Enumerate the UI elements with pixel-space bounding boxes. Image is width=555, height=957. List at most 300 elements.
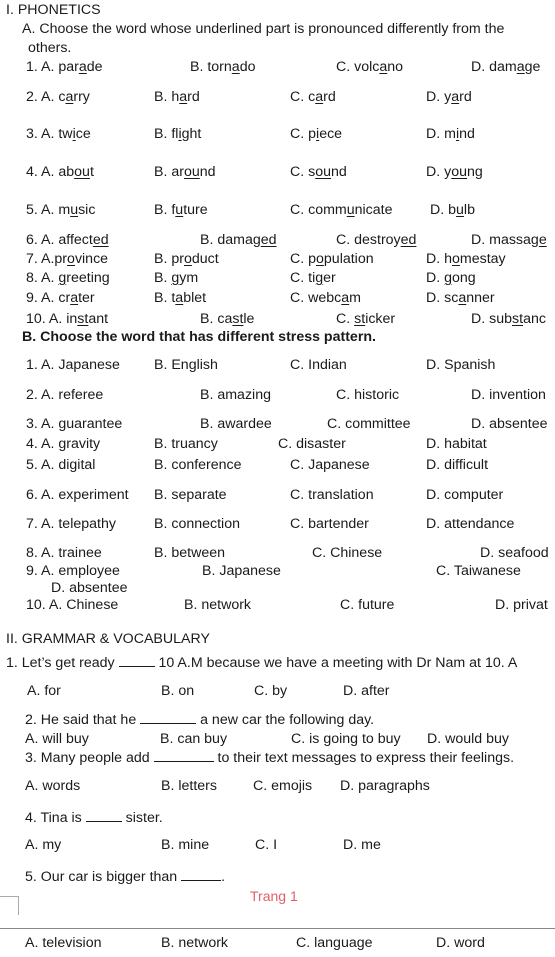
part-a-q10-option-d[interactable]	[471, 311, 546, 327]
part-b-q8-option-b[interactable]	[154, 545, 225, 561]
part-b-q1-option-d[interactable]	[426, 357, 495, 373]
option-text-pre: C. webc	[290, 290, 342, 306]
underlined-part: g	[315, 270, 324, 286]
underlined-part: ou	[74, 164, 90, 180]
option-text-post: ong	[452, 270, 476, 286]
underlined-part: u	[456, 202, 464, 218]
q5-option-d[interactable]: D. word	[436, 935, 485, 951]
option-text: D. attendance	[426, 516, 515, 532]
part-a-q2-option-c[interactable]	[290, 89, 336, 105]
option-text-post: ant	[88, 311, 109, 327]
option-text-post: er	[323, 270, 336, 286]
part-a-q9-option-b[interactable]	[154, 290, 206, 306]
part-a-q3-option-d[interactable]	[426, 126, 475, 142]
q2-option-c[interactable]: C. is going to buy	[291, 731, 401, 747]
part-b-q1-option-b[interactable]	[154, 357, 218, 373]
part-b-q3-option-b[interactable]	[200, 416, 272, 432]
part-b-q1-option-a[interactable]	[26, 357, 120, 373]
option-text-pre: C. comm	[290, 202, 347, 218]
part-b-q2-option-c[interactable]	[336, 387, 399, 403]
option-text-post: ng	[467, 164, 483, 180]
question-number: 7.	[26, 251, 38, 267]
part-a-q8-option-c[interactable]	[290, 270, 336, 286]
underlined-part: a	[231, 59, 240, 75]
part-b-q8-option-d[interactable]	[480, 545, 549, 561]
option-text: A. experiment	[41, 487, 129, 503]
question-2-suffix: a new car the following day.	[196, 712, 375, 728]
question-1-prefix: 1. Let’s get ready	[6, 655, 119, 671]
question-3-suffix: to their text messages to express their feelings.	[213, 750, 515, 766]
page-separator	[0, 928, 555, 929]
q1-option-b[interactable]: B. on	[161, 683, 195, 699]
option-text-post: reeting	[66, 270, 110, 286]
question-number: 2.	[26, 387, 38, 403]
part-b-q5-option-c[interactable]	[290, 457, 370, 473]
option-text-pre: B. f	[154, 202, 176, 218]
section-title-grammar: II. GRAMMAR & VOCABULARY	[6, 631, 210, 647]
option-text: D. Spanish	[426, 357, 496, 373]
option-text-post: ter	[78, 290, 95, 306]
option-text: B. separate	[154, 487, 227, 503]
part-a-q5-option-b[interactable]	[154, 202, 208, 218]
option-text-post: nicate	[354, 202, 393, 218]
option-text-post: sic	[78, 202, 96, 218]
underlined-part: o	[452, 251, 460, 267]
option-text: A. trainee	[41, 545, 102, 561]
part-b-q1-option-c[interactable]	[290, 357, 347, 373]
option-text: C. Chinese	[312, 545, 383, 561]
part-b-q5-option-b[interactable]	[154, 457, 242, 473]
part-a-q2-option-d[interactable]	[426, 89, 472, 105]
part-a-q1-option-a[interactable]	[26, 59, 103, 75]
question-5	[25, 868, 225, 885]
answer-blank[interactable]	[140, 711, 196, 724]
part-b-q9-option-b[interactable]	[202, 563, 281, 579]
option-text-pre: B. ar	[154, 164, 184, 180]
option-text-pre: C.	[336, 311, 355, 327]
question-number: 10.	[26, 311, 46, 327]
option-text-post: mestay	[459, 251, 506, 267]
part-a-q7-option-b[interactable]	[154, 251, 219, 267]
option-text-post: t	[89, 164, 94, 180]
q3-option-b[interactable]: B. letters	[161, 778, 217, 794]
underlined-part: o	[67, 251, 75, 267]
option-text: A. guarantee	[41, 416, 123, 432]
option-text-post: anc	[523, 311, 546, 327]
option-text-pre: A. tw	[41, 126, 73, 142]
option-text: D. absentee	[51, 580, 128, 596]
underlined-part: u	[346, 202, 355, 218]
question-number: 6.	[26, 232, 38, 248]
question-2	[25, 711, 374, 728]
option-text-pre: A. m	[41, 202, 71, 218]
underlined-part: a	[179, 89, 188, 105]
part-b-q3-option-d[interactable]	[471, 416, 548, 432]
option-text-pre: B. ca	[200, 311, 233, 327]
part-a-q3-option-a[interactable]	[26, 126, 91, 142]
option-text: C. translation	[290, 487, 374, 503]
option-text: B. awardee	[200, 416, 272, 432]
q3-option-d[interactable]: D. paragraphs	[340, 778, 430, 794]
underlined-part: a	[70, 290, 79, 306]
question-4	[25, 809, 163, 826]
part-b-q5-option-d[interactable]	[426, 457, 488, 473]
option-text-post: rry	[73, 89, 90, 105]
part-a-q1-option-d[interactable]	[471, 59, 540, 75]
underlined-part: ou	[315, 164, 332, 180]
part-b-q6-option-d[interactable]	[426, 487, 503, 503]
option-text-pre: C. volc	[336, 59, 380, 75]
option-text: C. committee	[327, 416, 411, 432]
underlined-part: o	[183, 251, 192, 267]
underlined-part: e	[538, 232, 547, 248]
option-text-pre: A. ab	[41, 164, 75, 180]
part-b-q3-option-c[interactable]	[327, 416, 411, 432]
part-b-q10-option-c[interactable]	[340, 597, 394, 613]
question-5-suffix: .	[221, 869, 226, 885]
answer-blank[interactable]	[154, 749, 214, 762]
part-a-q4-option-d[interactable]	[426, 164, 483, 180]
part-a-q10-option-b[interactable]	[200, 311, 254, 327]
option-text-pre: B.	[154, 270, 172, 286]
question-number: 4.	[26, 164, 38, 180]
underlined-part: ou	[183, 164, 200, 180]
part-b-q6-option-a[interactable]	[26, 487, 129, 503]
underlined-part: u	[175, 202, 184, 218]
underlined-part: u	[70, 202, 79, 218]
option-text: A. digital	[41, 457, 96, 473]
option-text: C. Taiwanese	[436, 563, 521, 579]
underlined-part: i	[72, 126, 76, 142]
underlined-part: st	[512, 311, 524, 327]
option-text: C. Indian	[290, 357, 347, 373]
option-text-pre: D. y	[426, 164, 452, 180]
option-text-pre: D. m	[426, 126, 456, 142]
part-b-q10-option-a[interactable]	[26, 597, 118, 613]
option-text-pre: C. c	[290, 89, 316, 105]
part-b-q7-option-a[interactable]	[26, 516, 116, 532]
q5-option-b[interactable]: B. network	[161, 935, 229, 951]
answer-blank[interactable]	[119, 654, 155, 667]
part-b-q7-option-c[interactable]	[290, 516, 369, 532]
part-b-q8-option-c[interactable]	[312, 545, 382, 561]
option-text-post: le	[243, 311, 255, 327]
option-text-post: m	[349, 290, 361, 306]
option-text-post: nner	[466, 290, 495, 306]
option-text-pre: D. y	[426, 89, 452, 105]
part-a-q2-option-b[interactable]	[154, 89, 200, 105]
option-text-post: pulation	[323, 251, 374, 267]
underlined-part: i	[455, 126, 460, 142]
part-a-instruction: A. Choose the word whose underlined part is pronounced differently from the	[22, 21, 505, 37]
option-text-post: ece	[319, 126, 343, 142]
part-a-q9-option-a[interactable]	[26, 290, 95, 306]
underlined-part: g	[58, 270, 67, 286]
page-number: Trang 1	[250, 888, 298, 904]
option-text: B. network	[184, 597, 252, 613]
part-b-q5-option-a[interactable]	[26, 457, 95, 473]
part-a-instruction-cont: others.	[28, 40, 72, 56]
q5-option-c[interactable]: C. language	[296, 935, 373, 951]
part-b-q6-option-b[interactable]	[154, 487, 227, 503]
option-text: C. disaster	[278, 436, 346, 452]
section-title-phonetics: I. PHONETICS	[6, 2, 101, 18]
underlined-part: st	[232, 311, 244, 327]
part-a-q4-option-a[interactable]	[26, 164, 94, 180]
option-text-pre: B. h	[154, 89, 180, 105]
option-text-post: ym	[179, 270, 199, 286]
option-text: C. Japanese	[290, 457, 370, 473]
option-text-post: ce	[75, 126, 91, 142]
option-text: D. seafood	[480, 545, 549, 561]
part-b-q4-option-d[interactable]	[426, 436, 487, 452]
option-text-post: vince	[74, 251, 109, 267]
part-b-q4-option-a[interactable]	[26, 436, 100, 452]
underlined-part: a	[65, 89, 74, 105]
option-text: A. gravity	[41, 436, 101, 452]
option-text: B. English	[154, 357, 218, 373]
q4-option-c[interactable]: C. I	[255, 837, 278, 853]
underlined-part: a	[458, 290, 467, 306]
q1-option-a[interactable]: A. for	[27, 683, 61, 699]
question-1-suffix: 10 A.M because we have a meeting with Dr Nam at 10. A	[154, 655, 518, 671]
underlined-part: st	[354, 311, 366, 327]
underlined-part: a	[78, 59, 87, 75]
q3-option-c[interactable]: C. emojis	[253, 778, 313, 794]
part-b-q8-option-a[interactable]	[26, 545, 102, 561]
part-a-q10-option-c[interactable]	[336, 311, 395, 327]
option-text-post: rd	[459, 89, 472, 105]
part-a-q8-option-d[interactable]	[426, 270, 476, 286]
option-text: A. Chinese	[48, 597, 119, 613]
question-4-prefix: 4. Tina is	[25, 810, 86, 826]
part-a-q10-option-a[interactable]	[26, 311, 108, 327]
part-a-q9-option-d[interactable]	[426, 290, 495, 306]
underlined-part: o	[316, 251, 324, 267]
part-a-q3-option-b[interactable]	[154, 126, 201, 142]
q2-option-b[interactable]: B. can buy	[160, 731, 228, 747]
option-text: B. conference	[154, 457, 242, 473]
option-text-post: blet	[183, 290, 207, 306]
page-corner-mark	[0, 896, 19, 915]
part-a-q3-option-c[interactable]	[290, 126, 342, 142]
question-number: 5.	[26, 202, 38, 218]
part-b-q6-option-c[interactable]	[290, 487, 374, 503]
underlined-part: i	[316, 126, 320, 142]
part-a-q8-option-a[interactable]	[26, 270, 110, 286]
option-text: B. Japanese	[202, 563, 281, 579]
option-text-post: rd	[187, 89, 200, 105]
underlined-part: a	[451, 89, 460, 105]
option-text-post: duct	[191, 251, 219, 267]
option-text-pre: B. fl	[154, 126, 179, 142]
q5-option-a[interactable]: A. television	[25, 935, 102, 951]
q1-option-c[interactable]: C. by	[254, 683, 288, 699]
question-number: 3.	[26, 126, 38, 142]
underlined-part: a	[379, 59, 388, 75]
option-text: D. invention	[471, 387, 546, 403]
option-text: B. connection	[154, 516, 240, 532]
part-b-q10-option-d[interactable]	[495, 597, 548, 613]
underlined-part: ed	[400, 232, 417, 248]
part-b-q7-option-b[interactable]	[154, 516, 240, 532]
option-text-pre: C. ti	[290, 270, 316, 286]
question-number: 9.	[26, 290, 38, 306]
part-a-q6-option-d[interactable]	[471, 232, 547, 248]
option-text-post: ght	[181, 126, 202, 142]
underlined-part: ou	[451, 164, 468, 180]
underlined-part: a	[516, 59, 525, 75]
answer-blank[interactable]	[181, 868, 221, 881]
question-5-prefix: 5. Our car is bigger than	[25, 869, 182, 885]
part-b-q2-option-a[interactable]	[26, 387, 103, 403]
question-1	[6, 654, 517, 671]
question-number: 1.	[26, 357, 38, 373]
option-text-pre: A. affect	[41, 232, 93, 248]
question-number: 8.	[26, 545, 38, 561]
underlined-part: i	[178, 126, 182, 142]
question-3	[25, 749, 514, 766]
part-a-q5-option-a[interactable]	[26, 202, 95, 218]
option-text: A. telepathy	[41, 516, 116, 532]
part-b-q2-option-b[interactable]	[200, 387, 271, 403]
option-text: B. between	[154, 545, 225, 561]
part-b-q4-option-c[interactable]	[278, 436, 346, 452]
underlined-part: g	[444, 270, 453, 286]
option-text-post: ge	[524, 59, 541, 75]
option-text-pre: A.	[41, 270, 59, 286]
part-a-q9-option-c[interactable]	[290, 290, 361, 306]
option-text: C. historic	[336, 387, 400, 403]
option-text-pre: B. pr	[154, 251, 184, 267]
part-a-q5-option-d[interactable]	[430, 202, 475, 218]
option-text: D. habitat	[426, 436, 487, 452]
question-number: 10.	[26, 597, 46, 613]
part-a-q6-option-c[interactable]	[336, 232, 416, 248]
question-number: 4.	[26, 436, 38, 452]
part-b-q3-option-a[interactable]	[26, 416, 122, 432]
question-number: 3.	[26, 416, 38, 432]
question-number: 9.	[26, 563, 38, 579]
q4-option-d[interactable]: D. me	[343, 837, 381, 853]
option-text: A. employee	[41, 563, 120, 579]
option-text-post: ture	[183, 202, 208, 218]
option-text-pre: B. damag	[200, 232, 261, 248]
part-a-q1-option-b[interactable]	[190, 59, 255, 75]
option-text-post: nd	[459, 126, 475, 142]
option-text-post: de	[86, 59, 103, 75]
part-a-q7-option-a[interactable]	[26, 251, 108, 267]
q3-option-a[interactable]: A. words	[25, 778, 81, 794]
option-text-post: icker	[365, 311, 396, 327]
option-text-pre: A. c	[41, 89, 66, 105]
part-b-q4-option-b[interactable]	[154, 436, 218, 452]
q2-option-d[interactable]: D. would buy	[427, 731, 510, 747]
q2-option-a[interactable]: A. will buy	[25, 731, 89, 747]
option-text-pre: D. massag	[471, 232, 539, 248]
option-text-post: rd	[323, 89, 336, 105]
question-4-suffix: sister.	[121, 810, 163, 826]
option-text-pre: A. cr	[41, 290, 71, 306]
underlined-part: a	[175, 290, 184, 306]
option-text-pre: C. s	[290, 164, 316, 180]
option-text-pre: D. sub	[471, 311, 513, 327]
q4-option-a[interactable]: A. my	[25, 837, 62, 853]
option-text: D. difficult	[426, 457, 489, 473]
option-text-pre: D.	[426, 270, 445, 286]
option-text: B. amazing	[200, 387, 271, 403]
option-text-pre: B. torn	[190, 59, 232, 75]
part-b-q9-option-a[interactable]	[26, 563, 120, 579]
part-b-q2-option-d[interactable]	[471, 387, 546, 403]
underlined-part: st	[77, 311, 89, 327]
part-b-q9-option-c[interactable]	[436, 563, 521, 579]
underlined-part: a	[315, 89, 324, 105]
question-number: 7.	[26, 516, 38, 532]
option-text-pre: C. p	[290, 126, 317, 142]
option-text-post: lb	[463, 202, 475, 218]
part-a-q7-option-d[interactable]	[426, 251, 506, 267]
option-text-post: nd	[199, 164, 216, 180]
option-text: D. absentee	[471, 416, 548, 432]
underlined-part: a	[341, 290, 350, 306]
question-number: 5.	[26, 457, 38, 473]
option-text-pre: D. h	[426, 251, 453, 267]
part-a-q7-option-c[interactable]	[290, 251, 374, 267]
part-a-q8-option-b[interactable]	[154, 270, 198, 286]
option-text: C. bartender	[290, 516, 369, 532]
option-text: D. privat	[495, 597, 548, 613]
option-text-pre: C. p	[290, 251, 317, 267]
part-b-q7-option-d[interactable]	[426, 516, 514, 532]
part-b-q9-option-d[interactable]	[51, 580, 128, 596]
option-text-post: nd	[331, 164, 347, 180]
answer-blank[interactable]	[86, 809, 122, 822]
underlined-part: g	[171, 270, 180, 286]
option-text: A. Japanese	[41, 357, 120, 373]
q4-option-b[interactable]: B. mine	[161, 837, 210, 853]
option-text-pre: D. b	[430, 202, 457, 218]
question-3-prefix: 3. Many people add	[25, 750, 154, 766]
part-a-q1-option-c[interactable]	[336, 59, 403, 75]
part-a-q6-option-b[interactable]	[200, 232, 277, 248]
option-text-pre: A.pr	[41, 251, 68, 267]
underlined-part: ed	[260, 232, 277, 248]
part-a-q2-option-a[interactable]	[26, 89, 90, 105]
option-text: B. truancy	[154, 436, 218, 452]
option-text: A. referee	[41, 387, 104, 403]
option-text-post: do	[239, 59, 256, 75]
option-text-pre: D. sc	[426, 290, 459, 306]
option-text-post: no	[387, 59, 404, 75]
q1-option-d[interactable]: D. after	[343, 683, 390, 699]
option-text: D. computer	[426, 487, 504, 503]
part-a-q6-option-a[interactable]	[26, 232, 109, 248]
part-a-q4-option-b[interactable]	[154, 164, 216, 180]
part-a-q4-option-c[interactable]	[290, 164, 347, 180]
part-a-q5-option-c[interactable]	[290, 202, 393, 218]
underlined-part: ed	[92, 232, 109, 248]
part-b-instruction: B. Choose the word that has different stress pattern.	[22, 329, 376, 345]
question-2-prefix: 2. He said that he	[25, 712, 141, 728]
question-number: 6.	[26, 487, 38, 503]
question-number: 1.	[26, 59, 38, 75]
part-b-q10-option-b[interactable]	[184, 597, 251, 613]
option-text-pre: A. in	[48, 311, 78, 327]
option-text-pre: D. dam	[471, 59, 517, 75]
question-number: 8.	[26, 270, 38, 286]
option-text: C. future	[340, 597, 395, 613]
